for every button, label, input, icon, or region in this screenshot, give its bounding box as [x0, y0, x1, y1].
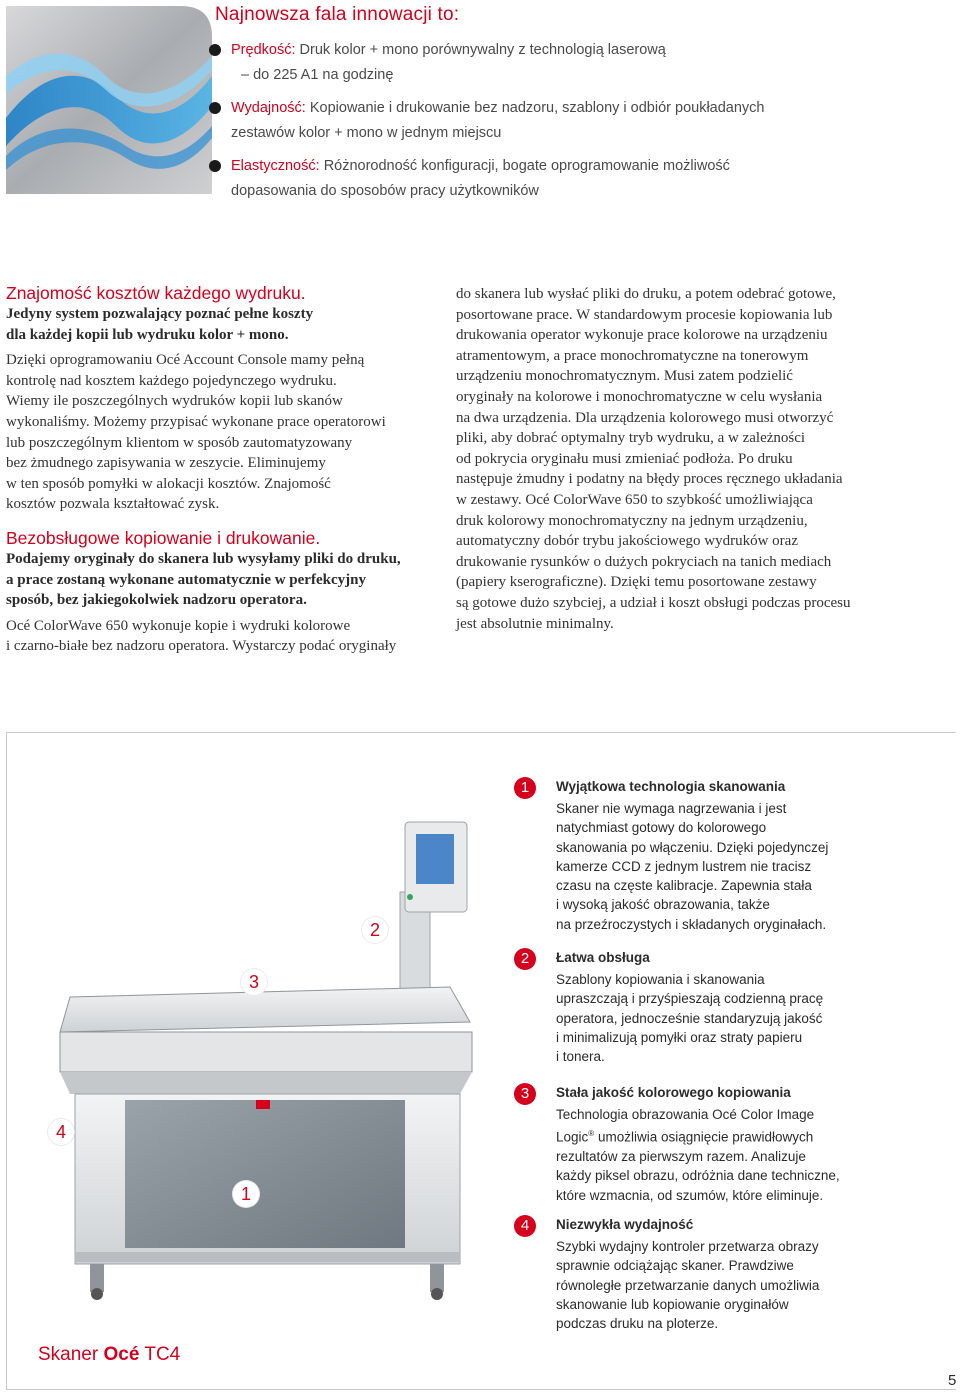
feature-line: operatora, jednocześnie standaryzują jakość [556, 1010, 823, 1026]
scanner-label [38, 1344, 180, 1366]
feature-line [556, 1124, 874, 1147]
body-line: bez żmudnego zapisywania w zeszycie. Eliminujemy [6, 455, 326, 472]
marker-2: 2 [362, 917, 388, 943]
body-line: do skanera lub wysłać pliki do druku, a potem odebrać gotowe, [456, 286, 836, 302]
body-line: oryginały na kolorowe i monochromatyczne w celu wysłania [456, 388, 823, 405]
feature-line: natychmiast gotowy do kolorowego [556, 820, 767, 836]
body-line: drukowania operator wykonuje prace kolorowe na urządzeniu [456, 327, 828, 344]
feature-number-badge: 3 [514, 1083, 536, 1105]
body-line: pliki, aby dobrać optymalny tryb wydruku, a w zależności [456, 430, 806, 447]
bullet-text: Druk kolor + mono porównywalny z technologią laserową [299, 42, 666, 58]
feature-title: Wyjątkowa technologia skanowania [556, 779, 786, 794]
body-line: (papiery kserograficzne). Dzięki temu posortowane zestawy [456, 574, 817, 591]
feature-line: podczas druku na ploterze. [556, 1316, 719, 1332]
feature-bullet-list [207, 38, 827, 212]
body-line: atramentowym, a prace monochromatyczne na tonerowym [456, 347, 809, 364]
bullet-dot-icon [209, 102, 221, 114]
bullet-text-line2: zestawów kolor + mono w jednym miejscu [231, 124, 502, 141]
body-line: i czarno-białe bez nadzoru operatora. Wystarczy podać oryginały [6, 638, 397, 655]
body-line: wykonaliśmy. Możemy przypisać wykonane prace operatorowi [6, 413, 386, 430]
bullet-dot-icon [209, 44, 221, 56]
bullet-text-line2: dopasowania do sposobów pracy użytkowników [231, 182, 539, 199]
body-line: lub poszczególnym klientom w sposób zautomatyzowany [6, 434, 353, 451]
section-lead-costs [6, 304, 434, 345]
body-line: posortowane prace. W standardowym procesie kopiowania lub [456, 306, 833, 323]
body-line: Océ ColorWave 650 wykonuje kopie i wydruki kolorowe [6, 617, 351, 634]
bullet-text-line2: – do 225 A1 na godzinę [241, 66, 394, 83]
bullet-label: Wydajność: [231, 100, 306, 116]
body-line: Dzięki oprogramowaniu Océ Account Console mamy pełną [6, 352, 365, 369]
feature-line: i minimalizują pomyłki oraz straty papieru [556, 1029, 803, 1045]
body-line: druk kolorowy monochromatyczny na jednym urządzeniu, [456, 512, 808, 529]
body-line: urządzeniu monochromatycznym. Musi zatem podzielić [456, 368, 793, 385]
body-line: w zestawy. Océ ColorWave 650 to szybkość umożliwiająca [456, 491, 813, 508]
wave-logo-graphic [6, 6, 212, 194]
feature-line: sprawnie odciążając skaner. Prawdziwe [556, 1258, 794, 1274]
body-line: następuje żmudny i podatny na błędy proces ręcznego układania [456, 471, 843, 488]
bullet-label: Prędkość: [231, 42, 296, 58]
feature-number-badge: 4 [514, 1215, 536, 1237]
bullet-dot-icon [209, 160, 221, 172]
feature-body [556, 970, 874, 1066]
right-column [456, 284, 896, 634]
bullet-text: Różnorodność konfiguracji, bogate oprogramowanie możliwość [323, 158, 730, 174]
feature-line: Technologia obrazowania Océ Color Image [556, 1107, 815, 1122]
registered-mark: ® [588, 1129, 595, 1139]
body-line: kontrolę nad kosztem każdego pojedynczego wydruku. [6, 372, 337, 389]
header-title: Najnowsza fala innowacji to: [215, 4, 460, 25]
feature-line: które wzmacnia, od szumów, które eliminuje. [556, 1187, 824, 1203]
page-number: 5 [948, 1372, 957, 1389]
feature-line: równoległe przetwarzanie danych umożliwia [556, 1277, 820, 1293]
feature-body [556, 799, 874, 934]
label-prefix: Skaner [38, 1344, 99, 1365]
feature-body [556, 1105, 874, 1205]
body-line: na dwa urządzenia. Dla urządzenia kolorowego musi otworzyć [456, 409, 834, 426]
label-model: TC4 [144, 1344, 181, 1365]
feature-line: upraszczają i przyśpieszają codzienną pracę [556, 991, 824, 1007]
body-line: kosztów pozwala kształtować zysk. [6, 496, 220, 513]
left-column [6, 282, 434, 661]
section-lead-unattended [6, 549, 434, 611]
feature-line: skanowania po włączeniu. Dzięki pojedynczej [556, 839, 829, 855]
section-body-costs [6, 350, 434, 515]
scanner-tc4-illustration [30, 782, 500, 1302]
bullet-efficiency [207, 96, 827, 145]
feature-line: Szablony kopiowania i skanowania [556, 972, 765, 987]
feature-number-badge: 2 [514, 948, 536, 970]
body-line: jest absolutnie minimalny. [456, 615, 614, 632]
feature-line: rezultatów za pierwszym razem. Analizuje [556, 1149, 806, 1165]
feature-line: czasu na częste kalibracje. Zapewnia stała [556, 878, 812, 894]
body-line: drukowanie rysunków o dużych pokryciach na tanich mediach [456, 553, 832, 570]
feature-line: kamerze CCD z jednym lustrem nie tracisz [556, 858, 812, 874]
body-line: od pokrycia oryginału musi zmieniać podłoża. Po druku [456, 450, 793, 467]
bullet-label: Elastyczność: [231, 158, 320, 174]
lead-line: sposób, bez jakiegokolwiek nadzoru operatora. [6, 592, 307, 609]
lead-line: Jedyny system pozwalający poznać pełne koszty [6, 306, 314, 322]
feature-title: Stała jakość kolorowego kopiowania [556, 1085, 791, 1100]
feature-2 [514, 948, 874, 1066]
feature-line: Skaner nie wymaga nagrzewania i jest [556, 801, 787, 816]
feature-number-badge: 1 [514, 777, 536, 799]
label-brand: Océ [103, 1344, 140, 1365]
feature-line: i wysoką jakość obrazowania, także [556, 897, 770, 913]
body-line: automatyczny dobór trybu jakościowego wydruków oraz [456, 533, 798, 550]
feature-4 [514, 1215, 874, 1333]
body-line: Wiemy ile poszczególnych wydruków kopii lub skanów [6, 393, 343, 410]
marker-1: 1 [233, 1181, 259, 1207]
feature-title: Niezwykła wydajność [556, 1217, 694, 1232]
bullet-text: Kopiowanie i drukowanie bez nadzoru, szablony i odbiór poukładanych [309, 100, 765, 116]
feature-line: każdy piksel obrazu, odróżnia dane techniczne, [556, 1168, 840, 1184]
feature-line: skanowanie lub kopiowanie oryginałów [556, 1296, 789, 1312]
lead-line: a prace zostaną wykonane automatycznie w perfekcyjny [6, 571, 366, 588]
bullet-speed [207, 38, 827, 87]
body-line: w ten sposób pomyłki w alokacji kosztów. Znajomość [6, 475, 331, 492]
feature-body [556, 1237, 874, 1333]
feature-text: umożliwia osiągnięcie prawidłowych [594, 1129, 814, 1145]
lead-line: Podajemy oryginały do skanera lub wysyłamy pliki do druku, [6, 550, 401, 567]
feature-line: na przeźroczystych i składanych oryginałach. [556, 916, 827, 932]
feature-line: i tonera. [556, 1049, 605, 1065]
feature-title: Łatwa obsługa [556, 950, 650, 965]
feature-text: Logic [556, 1129, 589, 1145]
marker-4: 4 [48, 1119, 74, 1145]
lead-line: dla każdej kopii lub wydruku kolor + mono. [6, 326, 289, 343]
marker-3: 3 [241, 969, 267, 995]
bullet-flexibility [207, 154, 827, 203]
feature-3 [514, 1083, 874, 1205]
body-line: są gotowe dużo szybciej, a udział i koszt obsługi podczas procesu [456, 594, 851, 611]
section-title-unattended: Bezobsługowe kopiowanie i drukowanie. [6, 527, 321, 548]
feature-1 [514, 777, 874, 934]
section-title-costs: Znajomość kosztów każdego wydruku. [6, 283, 306, 303]
feature-line: Szybki wydajny kontroler przetwarza obrazy [556, 1239, 819, 1254]
section-body-unattended [6, 616, 434, 657]
